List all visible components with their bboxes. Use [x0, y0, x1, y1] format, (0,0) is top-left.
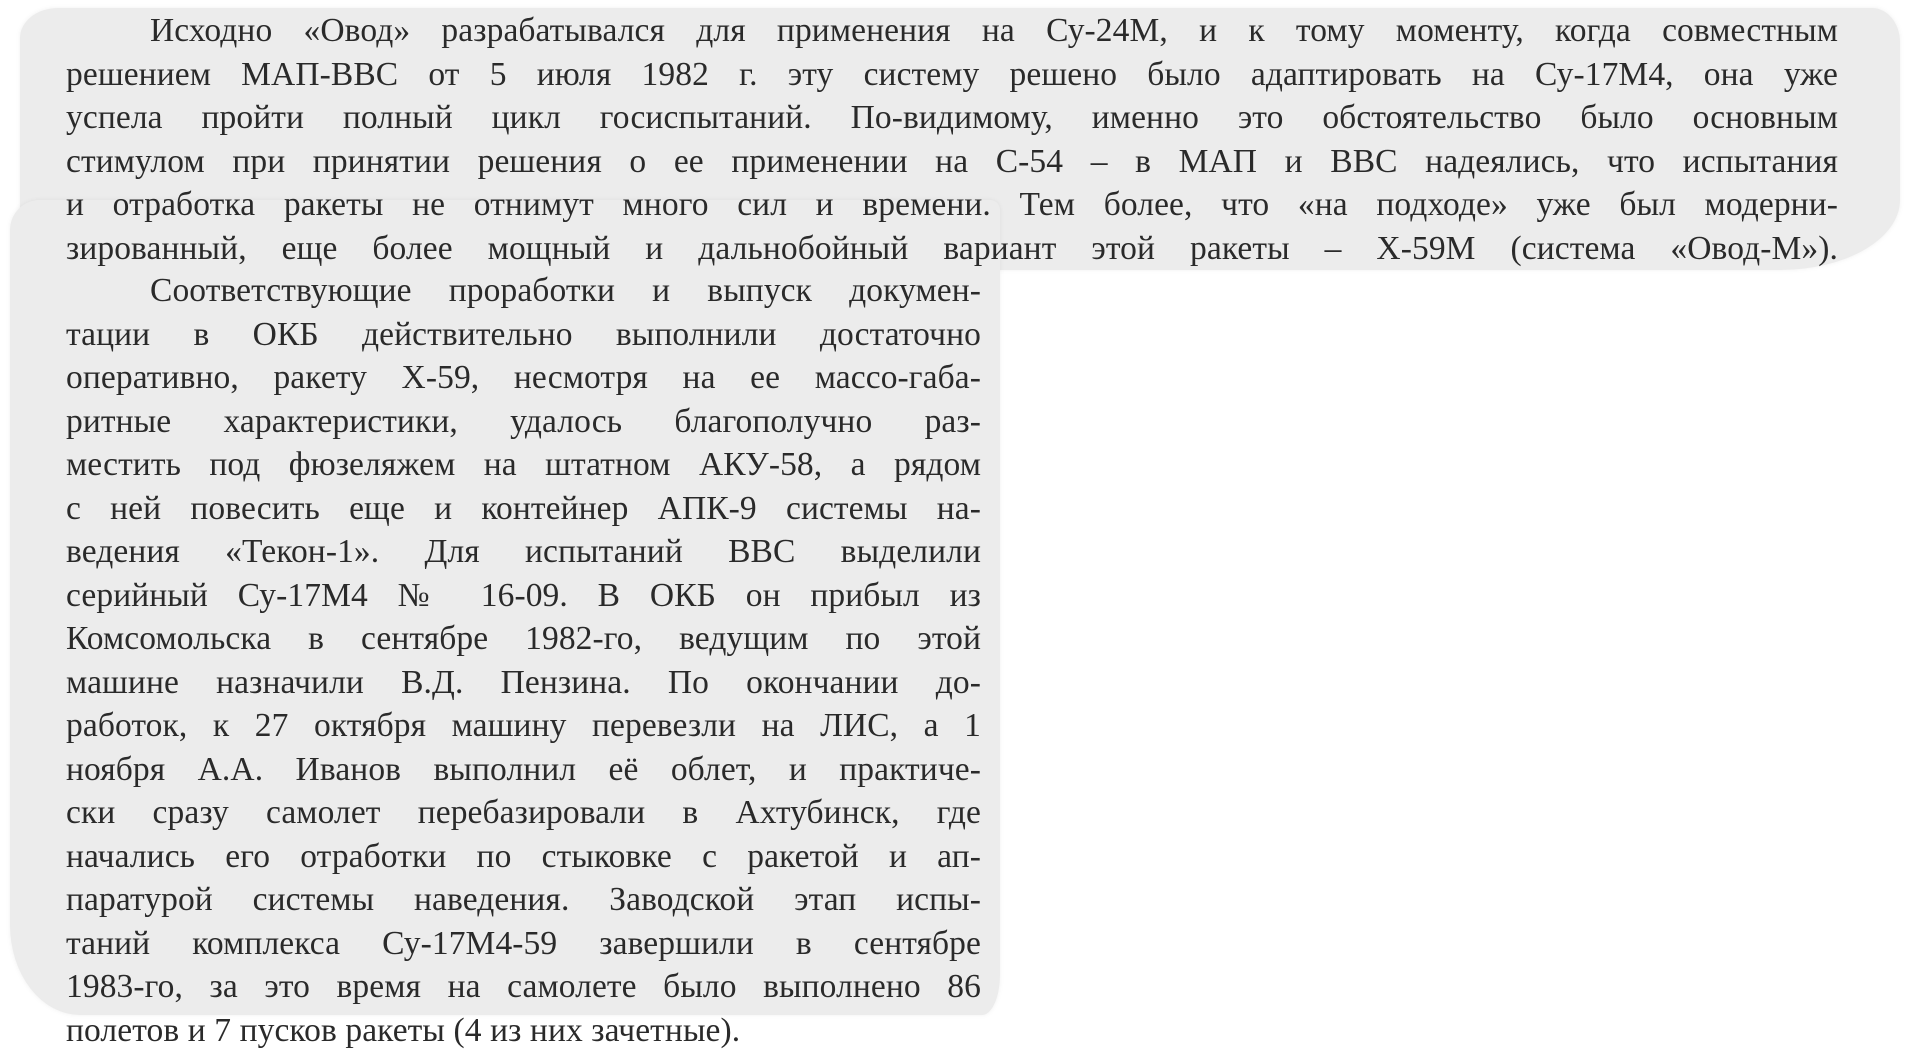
text-line: 1983-го, за это время на самолете было выполнено 86: [66, 965, 981, 1009]
text-line: тации в ОКБ действительно выполнили достаточно: [66, 313, 981, 357]
text-line: ведения «Текон-1». Для испытаний ВВС выделили: [66, 530, 981, 574]
text-line: паратурой системы наведения. Заводской этап испы-: [66, 878, 981, 922]
text-line: таний комплекса Су-17М4-59 завершили в сентябре: [66, 922, 981, 966]
text-line: ритные характеристики, удалось благополучно раз-: [66, 400, 981, 444]
text-line: местить под фюзеляжем на штатном АКУ-58, а рядом: [66, 443, 981, 487]
text-line: Соответствующие проработки и выпуск докумен-: [66, 269, 981, 313]
text-line: стимулом при принятии решения о ее применении на С-54 – в МАП и ВВС надеялись, что испытания: [66, 140, 1838, 184]
text-line: успела пройти полный цикл госиспытаний. По-видимому, именно это обстоятельство было основным: [66, 96, 1838, 140]
text-line: Комсомольска в сентябре 1982-го, ведущим по этой: [66, 617, 981, 661]
text-line: серийный Су-17М4 № 16-09. В ОКБ он прибыл из: [66, 574, 981, 618]
paragraph-1: [66, 9, 1838, 270]
text-line: ноября А.А. Иванов выполнил её облет, и практиче-: [66, 748, 981, 792]
text-line: зированный, еще более мощный и дальнобойный вариант этой ракеты – Х-59М (система «Овод-М»).: [66, 227, 1838, 271]
text-line: начались его отработки по стыковке с ракетой и ап-: [66, 835, 981, 879]
text-line: машине назначили В.Д. Пензина. По окончании до-: [66, 661, 981, 705]
text-line: и отработка ракеты не отнимут много сил и времени. Тем более, что «на подходе» уже был модерни-: [66, 183, 1838, 227]
text-line: полетов и 7 пусков ракеты (4 из них зачетные).: [66, 1009, 981, 1052]
text-line: с ней повесить еще и контейнер АПК-9 системы на-: [66, 487, 981, 531]
text-line: работок, к 27 октября машину перевезли на ЛИС, а 1: [66, 704, 981, 748]
text-line: оперативно, ракету Х-59, несмотря на ее массо-габа-: [66, 356, 981, 400]
text-line: ски сразу самолет перебазировали в Ахтубинск, где: [66, 791, 981, 835]
paragraph-2: [66, 269, 981, 1052]
text-line: решением МАП-ВВС от 5 июля 1982 г. эту систему решено было адаптировать на Су-17М4, она уже: [66, 53, 1838, 97]
text-line: Исходно «Овод» разрабатывался для применения на Су-24М, и к тому моменту, когда совместным: [66, 9, 1838, 53]
